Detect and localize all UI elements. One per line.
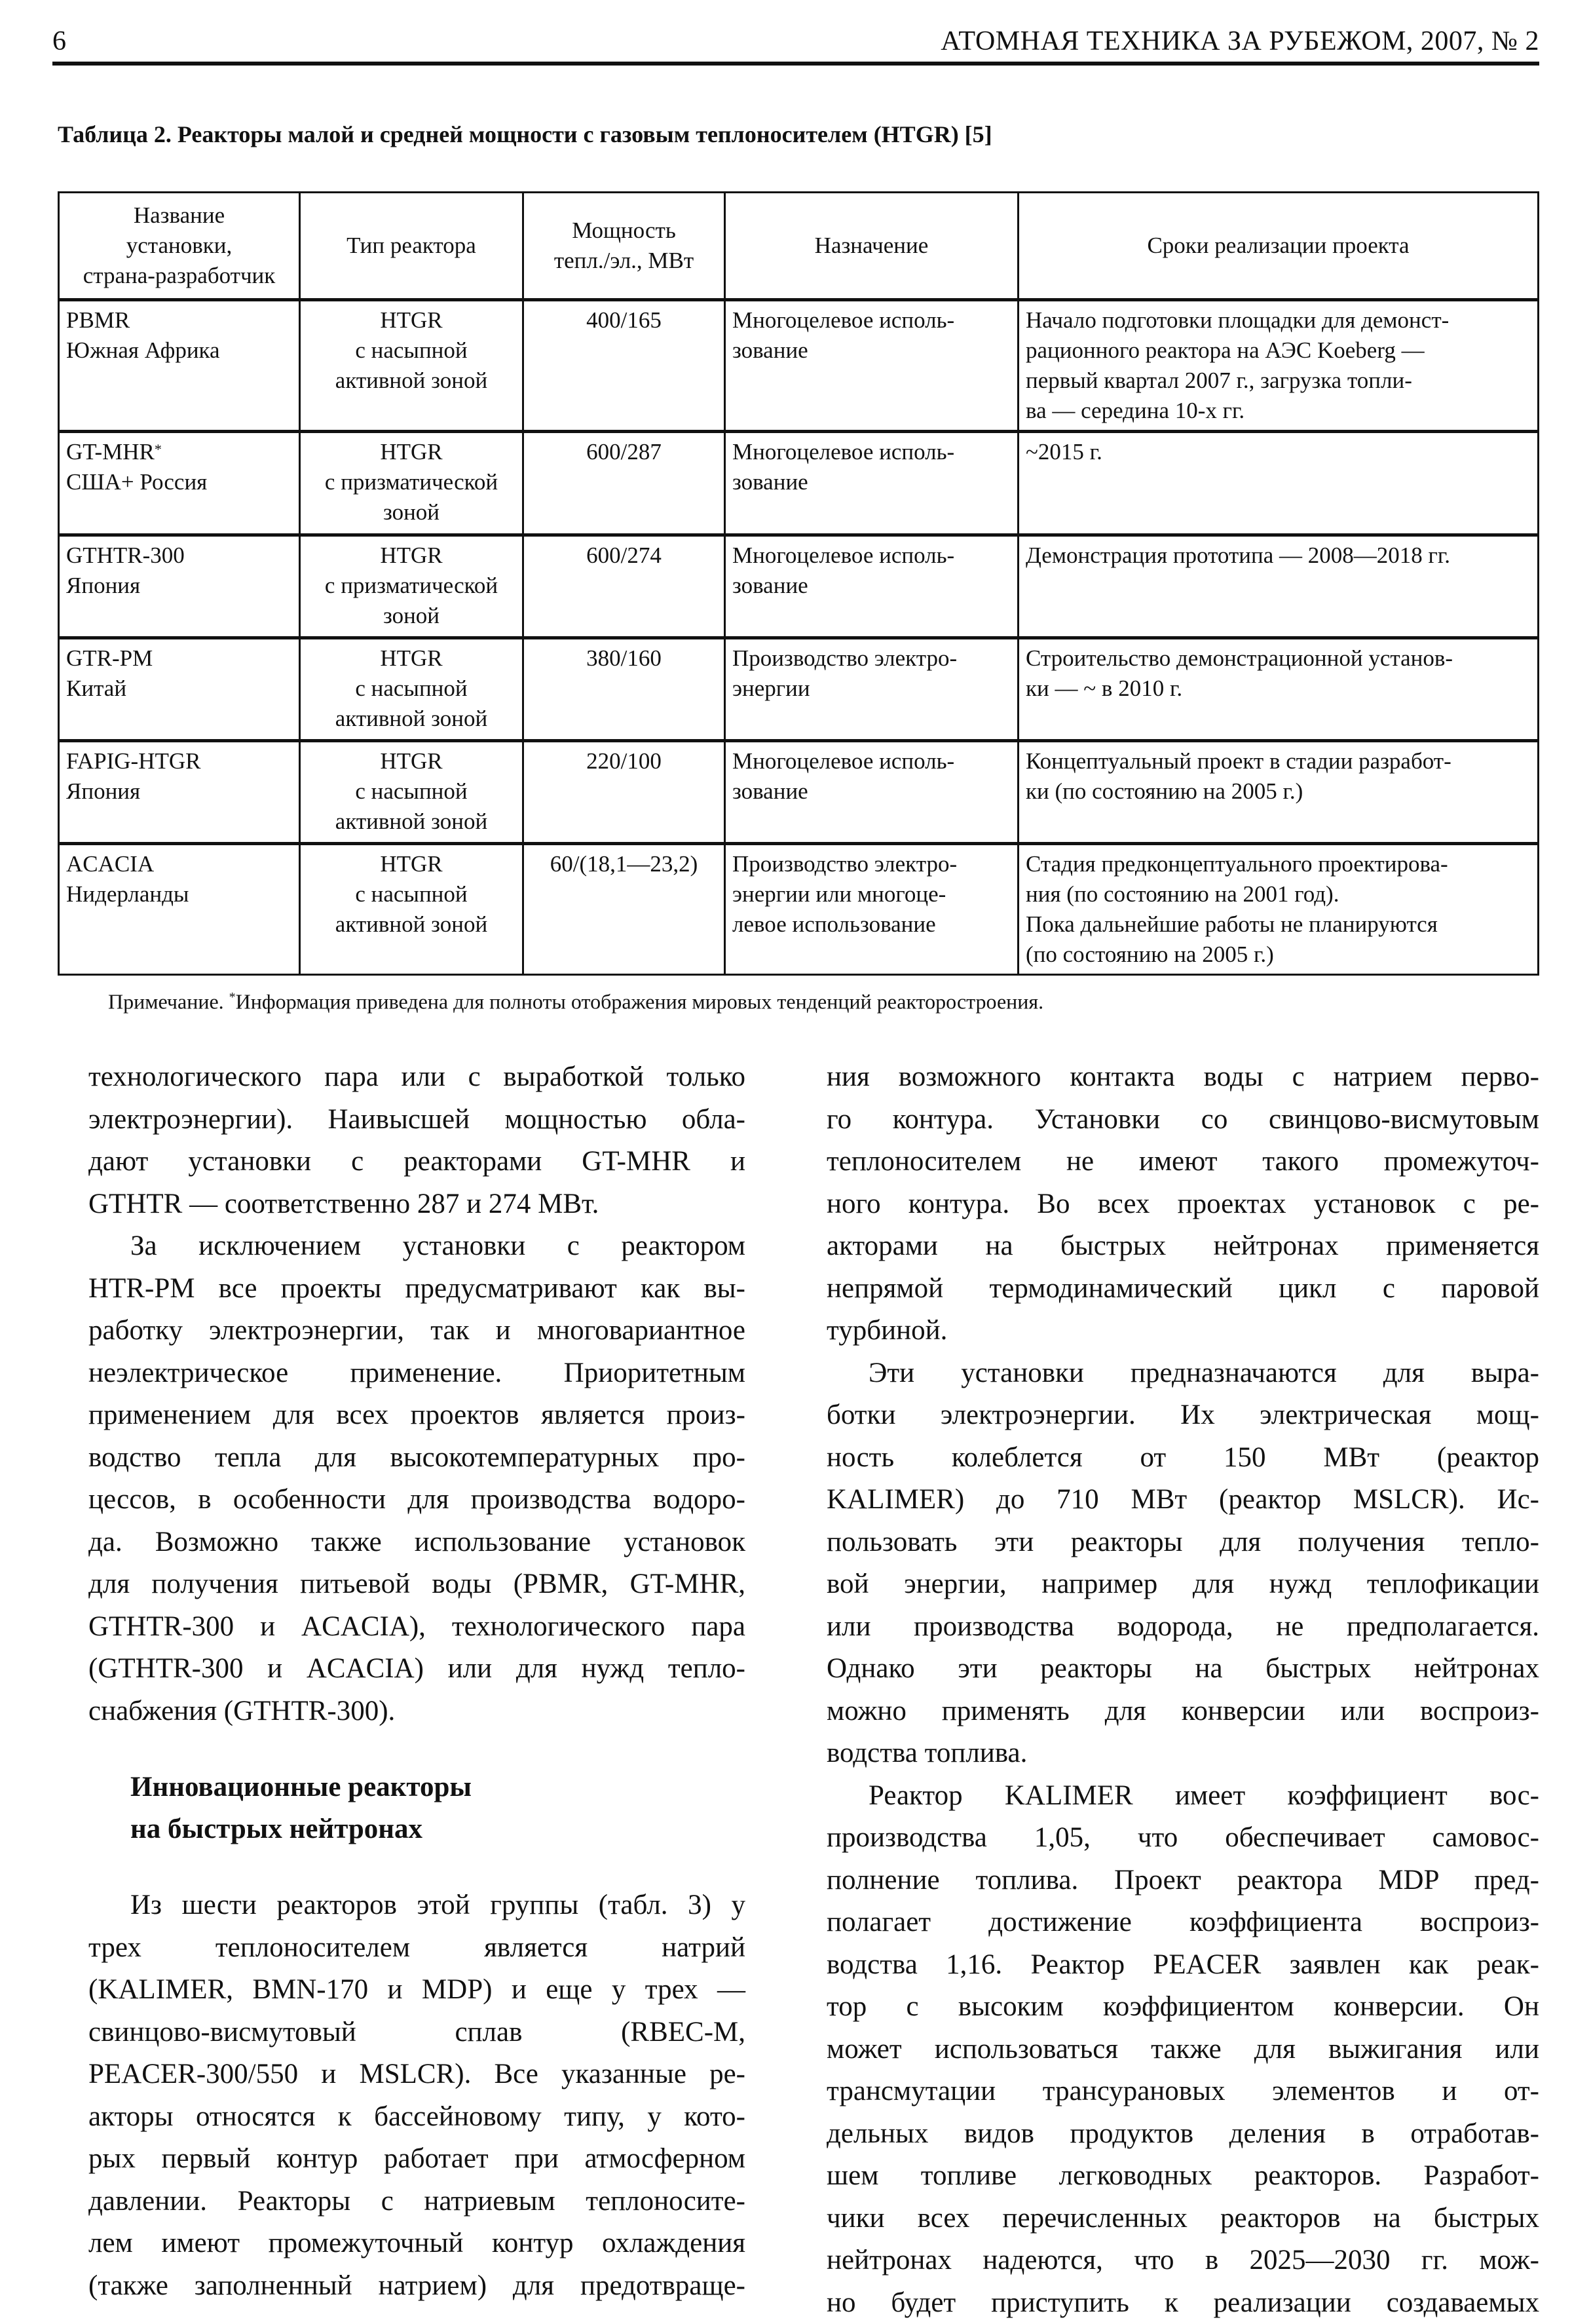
table-row: [59, 638, 1539, 741]
cell-timeline: Строительство демонстрационной установ- ки — ~ в 2010 г.: [1019, 638, 1539, 741]
table-caption: Таблица 2. Реакторы малой и средней мощности с газовым теплоносителем (HTGR) [5]: [58, 118, 992, 151]
paragraph: технологического пара или с выработкой только электроэнергии). Наивысшей мощностью обла- дают установки с реакторами GT-MHR и GTHTR — соответственно 287 и 274 МВт.: [88, 1056, 745, 1225]
cell-power: 600/287: [523, 432, 725, 535]
cell-timeline: ~2015 г.: [1019, 432, 1539, 535]
cell-purpose: Производство электро- энергии: [725, 638, 1019, 741]
note-text: Информация приведена для полноты отображения мировых тенденций реакторостроения.: [236, 990, 1043, 1014]
body-column-right: [827, 1056, 1539, 2324]
paragraph: За исключением установки с реактором HTR-PM все проекты предусматривают как вы- работку электроэнергии, так и многовариантное неэлектрическое применение. Приоритетным применением для всех проектов является произ- водство тепла для высокотемпературных про- цессов, в особенности для производства водоро- да. Возможно также использование установок для получения питьевой воды (PBMR, GT-MHR, GTHTR-300 и ACACIA), технологического пара (GTHTR-300 и ACACIA) или для нужд тепло- снабжения (GTHTR-300).: [88, 1225, 745, 1732]
cell-timeline: Концептуальный проект в стадии разработ- ки (по состоянию на 2005 г.): [1019, 741, 1539, 844]
cell-power: 400/165: [523, 300, 725, 432]
cell-purpose: Многоцелевое исполь- зование: [725, 432, 1019, 535]
running-header: [52, 24, 1539, 66]
table-row: [59, 741, 1539, 844]
table-row: [59, 300, 1539, 432]
paragraph: Эти установки предназначаются для выра- ботки электроэнергии. Их электрическая мощ- ность колеблется от 150 МВт (реактор KALIMER) до 710 МВт (реактор MSLCR). Ис- пользовать эти реакторы для получения тепло- вой энергии, например для нужд теплофикации или производства водорода, не предполагается. Однако эти реакторы на быстрых нейтронах можно применять для конверсии или воспроиз- водства топлива.: [827, 1352, 1539, 1775]
cell-purpose: Многоцелевое исполь- зование: [725, 741, 1019, 844]
table-row: [59, 535, 1539, 638]
cell-power: 60/(18,1—23,2): [523, 844, 725, 975]
cell-type: HTGR с призматической зоной: [300, 432, 523, 535]
paragraph: ния возможного контакта воды с натрием перво- го контура. Установки со свинцово-висмутовым теплоносителем не имеют такого промежуточ- ного контура. Во всех проектах установок с ре- акторами на быстрых нейтронах применяется непрямой термодинамический цикл с паровой турбиной.: [827, 1056, 1539, 1352]
cell-power: 220/100: [523, 741, 725, 844]
cell-purpose: Производство электро- энергии или многоце- левое использование: [725, 844, 1019, 975]
body-column-left: [88, 1056, 745, 2307]
footnote-asterisk: *: [229, 990, 236, 1004]
cell-type: HTGR с насыпной активной зоной: [300, 638, 523, 741]
cell-timeline: Стадия предконцептуального проектирова- ния (по состоянию на 2001 год). Пока дальнейшие работы не планируются (по состоянию на 2005 г.): [1019, 844, 1539, 975]
cell-type: HTGR с насыпной активной зоной: [300, 741, 523, 844]
cell-name: GT-MHR* США+ Россия: [59, 432, 300, 535]
paragraph: Из шести реакторов этой группы (табл. 3) у трех теплоносителем является натрий (KALIMER, BMN-170 и MDP) и еще у трех — свинцово-висмутовый сплав (RBEC-M, PEACER-300/550 и MSLCR). Все указанные ре- акторы относятся к бассейновому типу, у кото- рых первый контур работает при атмосферном давлении. Реакторы с натриевым теплоносите- лем имеют промежуточный контур охлаждения (также заполненный натрием) для предотвраще-: [88, 1884, 745, 2307]
table-row: [59, 432, 1539, 535]
cell-type: HTGR с насыпной активной зоной: [300, 300, 523, 432]
journal-title: АТОМНАЯ ТЕХНИКА ЗА РУБЕЖОМ, 2007, № 2: [941, 24, 1539, 59]
paragraph: Реактор KALIMER имеет коэффициент вос- производства 1,05, что обеспечивает самовос- полнение топлива. Проект реактора MDP пред- полагает достижение коэффициента воспроиз- водства 1,16. Реактор PEACER заявлен как реак- тор с высоким коэффициентом конверсии. Он может использоваться также для выжигания или трансмутации трансурановых элементов и от- дельных видов продуктов деления в отработав- шем топливе легководных реакторов. Разработ- чики всех перечисленных реакторов на быстрых нейтронах надеются, что в 2025—2030 гг. мож- но будет приступить к реализации создаваемых: [827, 1775, 1539, 2324]
column-header-power: Мощность тепл./эл., МВт: [523, 193, 725, 300]
column-header-name: Название установки, страна-разработчик: [59, 193, 300, 300]
column-header-timeline: Сроки реализации проекта: [1019, 193, 1539, 300]
reactors-table: [58, 191, 1539, 976]
column-header-purpose: Назначение: [725, 193, 1019, 300]
cell-type: HTGR с призматической зоной: [300, 535, 523, 638]
table-row: [59, 844, 1539, 975]
cell-name: FAPIG-HTGR Япония: [59, 741, 300, 844]
cell-power: 600/274: [523, 535, 725, 638]
table-footnote: [108, 983, 1043, 1016]
cell-type: HTGR с насыпной активной зоной: [300, 844, 523, 975]
cell-name: PBMR Южная Африка: [59, 300, 300, 432]
cell-timeline: Начало подготовки площадки для демонст- рационного реактора на АЭС Koeberg — первый квартал 2007 г., загрузка топли- ва — середина 10-х гг.: [1019, 300, 1539, 432]
cell-purpose: Многоцелевое исполь- зование: [725, 300, 1019, 432]
note-label: Примечание.: [108, 990, 224, 1014]
section-heading: Инновационные реакторы на быстрых нейтронах: [130, 1766, 745, 1850]
footnote-asterisk: *: [155, 441, 162, 457]
cell-timeline: Демонстрация прототипа — 2008—2018 гг.: [1019, 535, 1539, 638]
cell-name: GTHTR-300 Япония: [59, 535, 300, 638]
cell-name: GTR-PM Китай: [59, 638, 300, 741]
column-header-type: Тип реактора: [300, 193, 523, 300]
cell-purpose: Многоцелевое исполь- зование: [725, 535, 1019, 638]
table-header-row: [59, 193, 1539, 300]
page-number: 6: [52, 24, 66, 59]
cell-name: ACACIA Нидерланды: [59, 844, 300, 975]
cell-power: 380/160: [523, 638, 725, 741]
